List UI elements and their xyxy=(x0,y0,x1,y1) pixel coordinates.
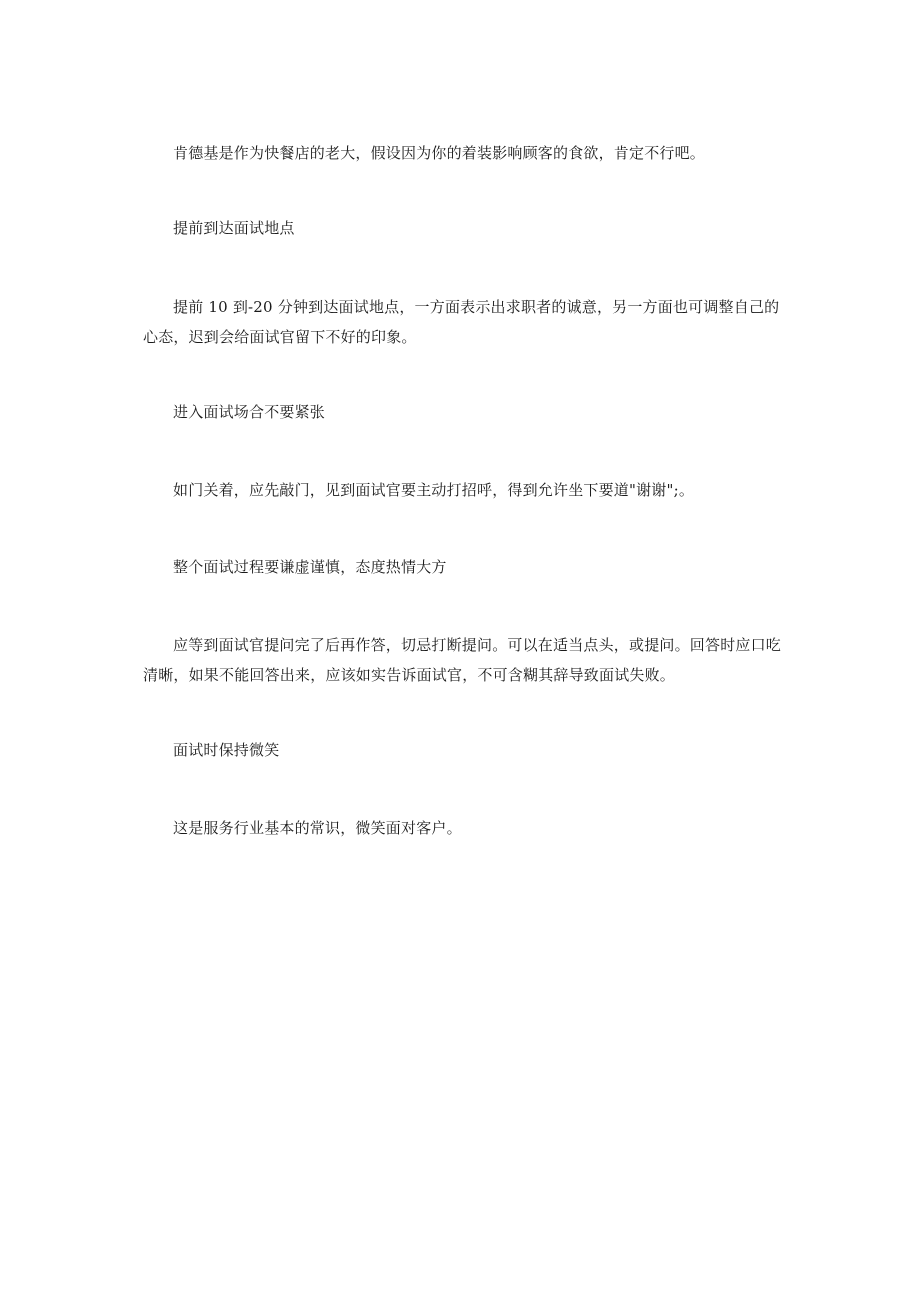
heading-keep-smiling: 面试时保持微笑 xyxy=(173,741,280,759)
paragraph-knock-door: 如门关着，应先敲门，见到面试官要主动打招呼，得到允许坐下要道"谢谢";。 xyxy=(173,481,695,499)
paragraph-kfc-dress: 肯德基是作为快餐店的老大，假设因为你的着装影响顾客的食欲，肯定不行吧。 xyxy=(173,144,706,162)
paragraph-service-smile: 这是服务行业基本的常识，微笑面对客户。 xyxy=(173,819,462,837)
heading-arrive-early: 提前到达面试地点 xyxy=(173,219,295,237)
heading-modest-attitude: 整个面试过程要谦虚谨慎，态度热情大方 xyxy=(173,558,447,576)
paragraph-answer-questions: 应等到面试官提问完了后再作答，切忌打断提问。可以在适当点头，或提问。回答时应口吃清晰，如果不能回答出来，应该如实告诉面试官，不可含糊其辞导致面试失败。 xyxy=(143,636,782,684)
heading-not-nervous: 进入面试场合不要紧张 xyxy=(173,403,326,421)
paragraph-arrive-early: 提前 10 到-20 分钟到达面试地点，一方面表示出求职者的诚意，另一方面也可调整自己的心态，迟到会给面试官留下不好的印象。 xyxy=(143,298,780,346)
